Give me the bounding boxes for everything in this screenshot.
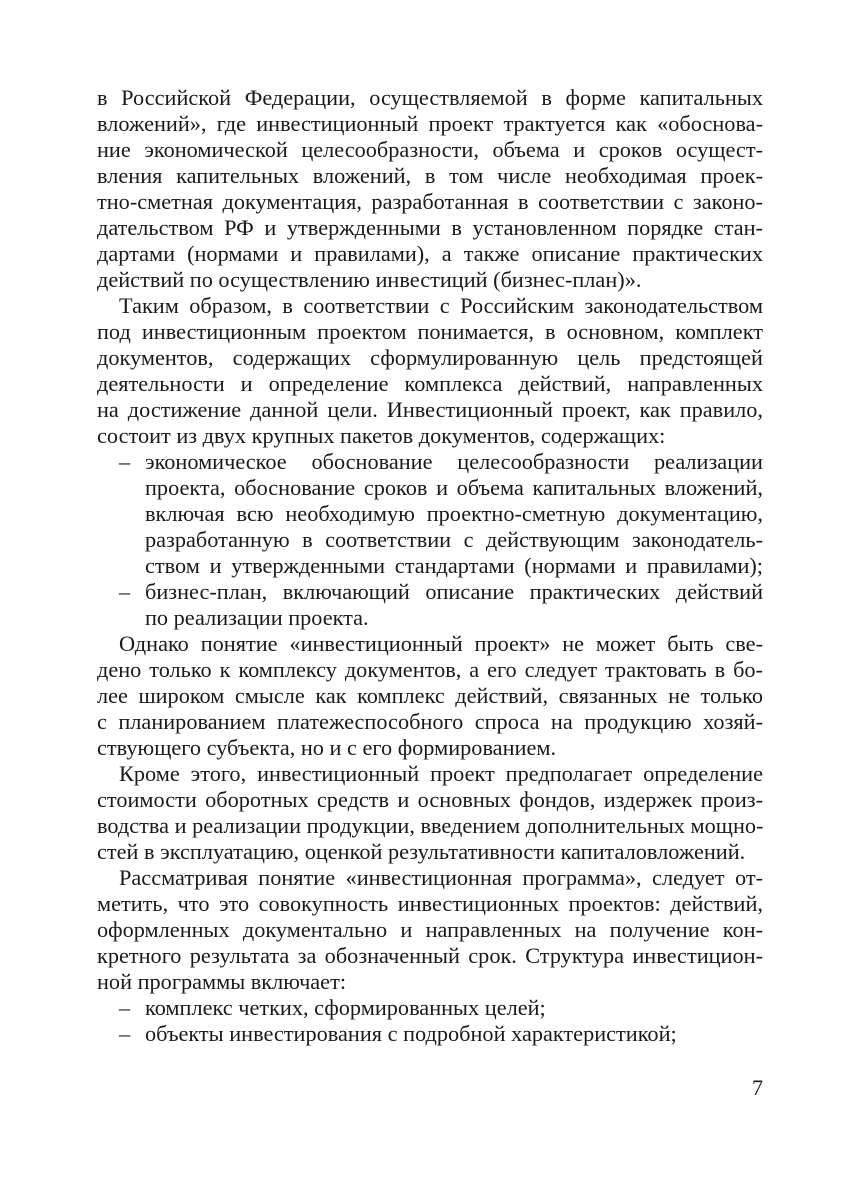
text-line: проекта, обоснование сроков и объема капитальных вложений, xyxy=(145,475,763,500)
text-line: состоит из двух крупных пакетов документов, содержащих: xyxy=(97,423,666,448)
text-line: на достижение данной цели. Инвестиционный проект, как правило, xyxy=(97,397,763,422)
text-line: стей в эксплуатацию, оценкой результативности капиталовложений. xyxy=(97,839,746,864)
text-line: документов, содержащих сформулированную цель предстоящей xyxy=(97,345,763,370)
text-line: оформленных документально и направленных на получение кон- xyxy=(97,917,763,942)
text-line: дартами (нормами и правилами), а также описание практических xyxy=(97,241,763,266)
text-line: Кроме этого, инвестиционный проект предполагает определение xyxy=(119,761,763,786)
list-dash: – xyxy=(119,449,131,474)
list-item-text: бизнес-план, включающий описание практических действий xyxy=(145,579,763,604)
list-dash: – xyxy=(119,1021,131,1046)
text-line: в Российской Федерации, осуществляемой в форме капитальных xyxy=(97,85,763,110)
text-line: включая всю необходимую проектно-сметную документацию, xyxy=(145,501,763,526)
text-line: ствующего субъекта, но и с его формированием. xyxy=(97,735,557,760)
text-line: вложений», где инвестиционный проект трактуется как «обоснова- xyxy=(97,111,763,136)
text-line: дено только к комплексу документов, а его следует трактовать в бо- xyxy=(97,657,763,682)
list-item-line xyxy=(97,579,763,605)
list-item-line xyxy=(97,995,763,1021)
text-line: тно-сметная документация, разработанная в соответствии с законо- xyxy=(97,189,763,214)
text-line: ной программы включает: xyxy=(97,969,347,994)
list-item-text: объекты инвестирования с подробной характеристикой; xyxy=(145,1021,677,1046)
text-line: разработанную в соответствии с действующим законодатель- xyxy=(145,527,763,552)
text-line: ством и утвержденными стандартами (нормами и правилами); xyxy=(145,553,763,578)
document-body xyxy=(97,85,763,1047)
text-line: водства и реализации продукции, введением дополнительных мощно- xyxy=(97,813,764,838)
text-line: метить, что это совокупность инвестиционных проектов: действий, xyxy=(97,891,763,916)
list-item-line xyxy=(97,449,763,475)
text-line: кретного результата за обозначенный срок. Структура инвестицион- xyxy=(97,943,763,968)
text-line: ние экономической целесообразности, объема и сроков осущест- xyxy=(97,137,763,162)
text-line: деятельности и определение комплекса действий, направленных xyxy=(97,371,763,396)
text-line: лее широком смысле как комплекс действий, связанных не только xyxy=(97,683,763,708)
list-item-text: экономическое обоснование целесообразности реализации xyxy=(145,449,763,474)
list-item-line xyxy=(97,1021,763,1047)
text-line: Однако понятие «инвестиционный проект» не может быть све- xyxy=(119,631,763,656)
text-line: с планированием платежеспособного спроса на продукцию хозяй- xyxy=(97,709,763,734)
list-dash: – xyxy=(119,995,131,1020)
text-line: вления капительных вложений, в том числе необходимая проек- xyxy=(97,163,763,188)
text-line: Таким образом, в соответствии с Российским законодательством xyxy=(119,293,763,318)
page-number: 7 xyxy=(752,1075,763,1100)
text-line: по реализации проекта. xyxy=(145,605,369,630)
text-line: стоимости оборотных средств и основных фондов, издержек произ- xyxy=(97,787,763,812)
list-item-text: комплекс четких, сформированных целей; xyxy=(145,995,546,1020)
text-line: под инвестиционным проектом понимается, в основном, комплект xyxy=(97,319,763,344)
text-line: Рассматривая понятие «инвестиционная программа», следует от- xyxy=(119,865,763,890)
list-dash: – xyxy=(119,579,131,604)
text-line: дательством РФ и утвержденными в установленном порядке стан- xyxy=(97,215,763,240)
text-line: действий по осуществлению инвестиций (бизнес-план)». xyxy=(97,267,642,292)
